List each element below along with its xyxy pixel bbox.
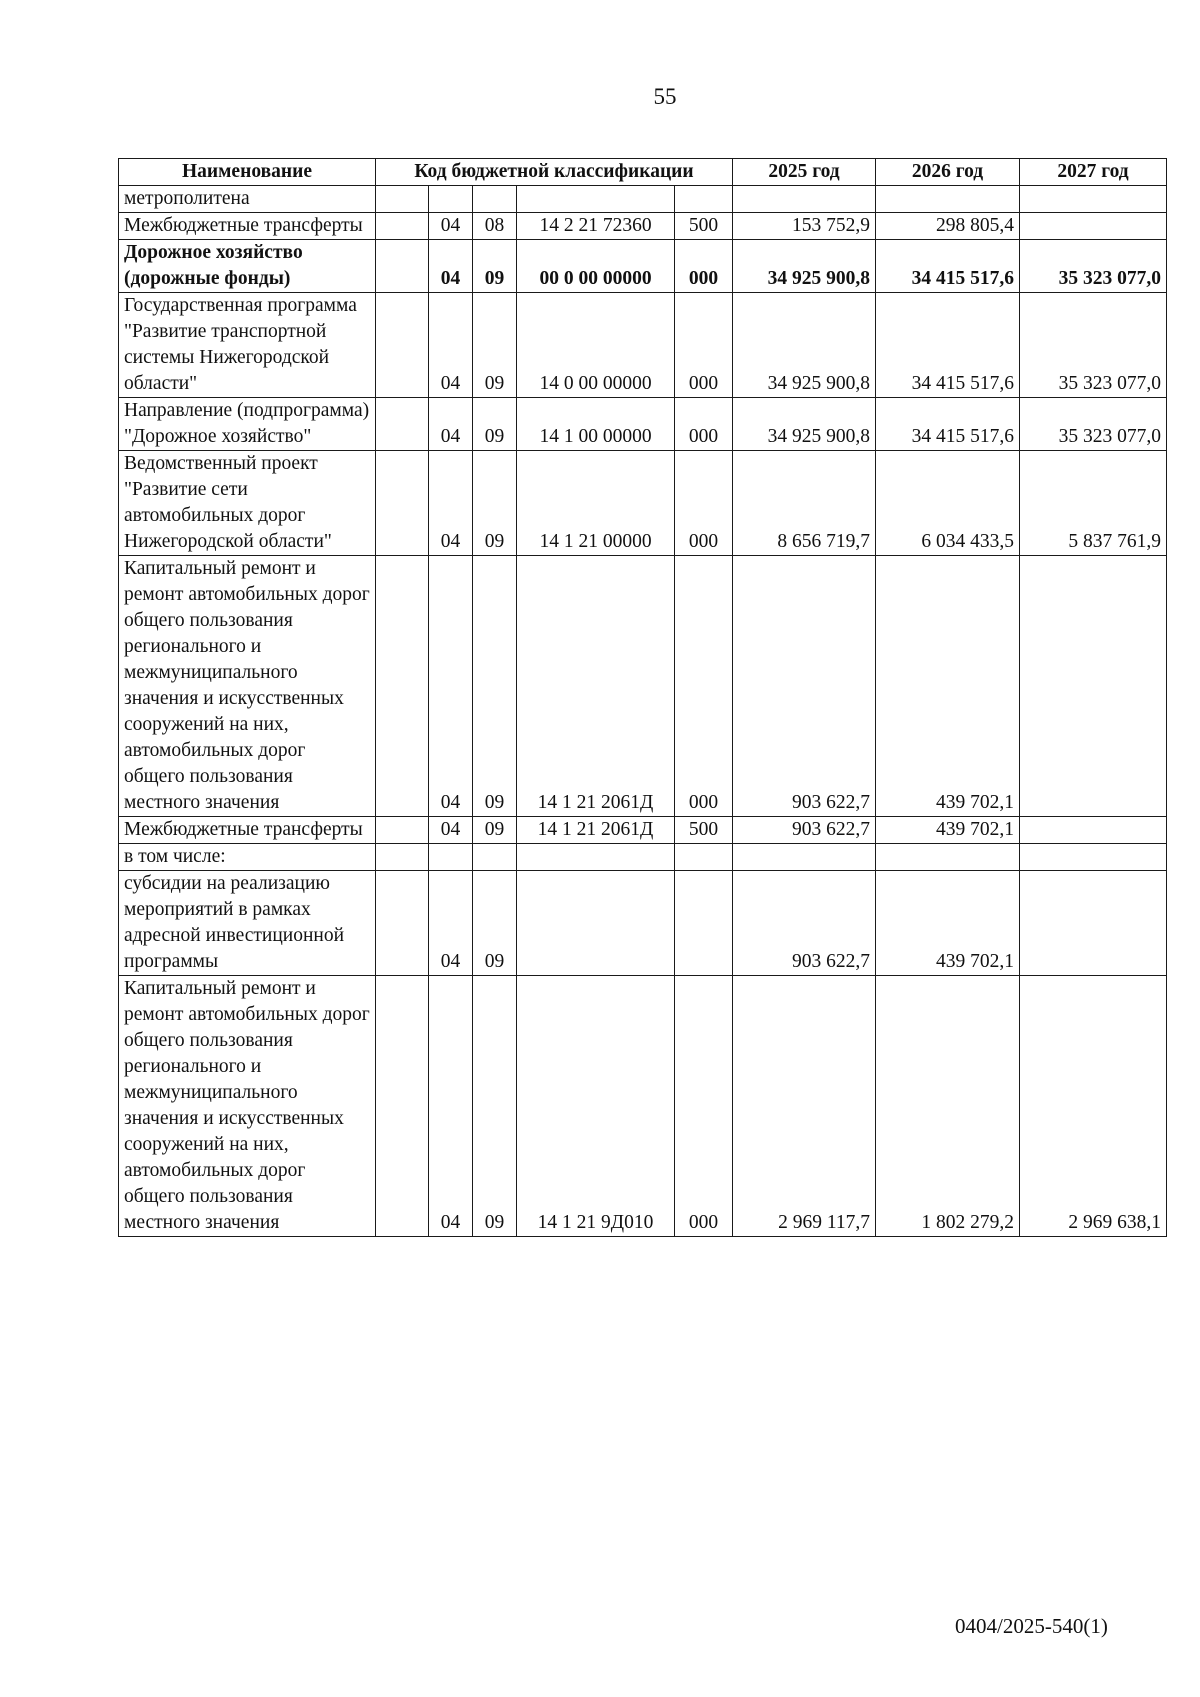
cell-2027 xyxy=(1020,844,1167,871)
cell-expense-type xyxy=(675,871,733,976)
table-row xyxy=(119,451,1167,556)
cell-section: 04 xyxy=(429,556,473,817)
cell-section: 04 xyxy=(429,213,473,240)
table-row xyxy=(119,871,1167,976)
cell-code-blank xyxy=(376,817,429,844)
cell-target-article: 00 0 00 00000 xyxy=(517,240,675,293)
cell-2025: 34 925 900,8 xyxy=(733,398,876,451)
table-row xyxy=(119,976,1167,1237)
header-code: Код бюджетной классификации xyxy=(376,159,733,186)
cell-2025 xyxy=(733,186,876,213)
cell-2027: 5 837 761,9 xyxy=(1020,451,1167,556)
cell-target-article: 14 0 00 00000 xyxy=(517,293,675,398)
cell-expense-type: 000 xyxy=(675,451,733,556)
cell-section: 04 xyxy=(429,240,473,293)
header-2027: 2027 год xyxy=(1020,159,1167,186)
cell-2027: 35 323 077,0 xyxy=(1020,398,1167,451)
table-row xyxy=(119,186,1167,213)
cell-subsection: 09 xyxy=(473,240,517,293)
cell-name: Ведомственный проект "Развитие сети автомобильных дорог Нижегородской области" xyxy=(119,451,376,556)
cell-code-blank xyxy=(376,186,429,213)
cell-2027 xyxy=(1020,817,1167,844)
cell-2025: 34 925 900,8 xyxy=(733,240,876,293)
cell-2025: 903 622,7 xyxy=(733,817,876,844)
cell-expense-type xyxy=(675,844,733,871)
cell-2027 xyxy=(1020,186,1167,213)
table-body xyxy=(119,186,1167,1237)
cell-subsection: 09 xyxy=(473,976,517,1237)
cell-section: 04 xyxy=(429,398,473,451)
cell-2025: 8 656 719,7 xyxy=(733,451,876,556)
cell-2026: 34 415 517,6 xyxy=(876,398,1020,451)
cell-2026: 6 034 433,5 xyxy=(876,451,1020,556)
cell-expense-type: 000 xyxy=(675,293,733,398)
cell-name: метрополитена xyxy=(119,186,376,213)
cell-subsection: 09 xyxy=(473,293,517,398)
cell-2027: 35 323 077,0 xyxy=(1020,240,1167,293)
document-code: 0404/2025-540(1) xyxy=(955,1614,1108,1638)
cell-subsection: 09 xyxy=(473,398,517,451)
table-row xyxy=(119,213,1167,240)
header-name: Наименование xyxy=(119,159,376,186)
cell-target-article xyxy=(517,844,675,871)
budget-table xyxy=(118,158,1167,1237)
cell-section: 04 xyxy=(429,976,473,1237)
cell-code-blank xyxy=(376,556,429,817)
cell-code-blank xyxy=(376,293,429,398)
cell-2026: 34 415 517,6 xyxy=(876,293,1020,398)
cell-name: Межбюджетные трансферты xyxy=(119,213,376,240)
cell-2025: 2 969 117,7 xyxy=(733,976,876,1237)
cell-2027: 2 969 638,1 xyxy=(1020,976,1167,1237)
table-row xyxy=(119,817,1167,844)
cell-subsection xyxy=(473,186,517,213)
cell-name: Межбюджетные трансферты xyxy=(119,817,376,844)
cell-target-article: 14 1 21 2061Д xyxy=(517,817,675,844)
cell-code-blank xyxy=(376,398,429,451)
cell-target-article: 14 1 21 9Д010 xyxy=(517,976,675,1237)
cell-section: 04 xyxy=(429,871,473,976)
cell-subsection: 09 xyxy=(473,451,517,556)
cell-target-article: 14 1 21 00000 xyxy=(517,451,675,556)
cell-target-article: 14 2 21 72360 xyxy=(517,213,675,240)
header-2026: 2026 год xyxy=(876,159,1020,186)
cell-subsection: 08 xyxy=(473,213,517,240)
cell-name: в том числе: xyxy=(119,844,376,871)
cell-code-blank xyxy=(376,213,429,240)
cell-2026 xyxy=(876,186,1020,213)
cell-2026: 439 702,1 xyxy=(876,817,1020,844)
cell-code-blank xyxy=(376,871,429,976)
cell-name: Государственная программа "Развитие транспортной системы Нижегородской области" xyxy=(119,293,376,398)
cell-expense-type xyxy=(675,186,733,213)
cell-2027 xyxy=(1020,556,1167,817)
cell-subsection: 09 xyxy=(473,556,517,817)
cell-expense-type: 000 xyxy=(675,240,733,293)
cell-2025: 34 925 900,8 xyxy=(733,293,876,398)
cell-code-blank xyxy=(376,240,429,293)
cell-target-article xyxy=(517,186,675,213)
cell-subsection xyxy=(473,844,517,871)
cell-name: Капитальный ремонт и ремонт автомобильных дорог общего пользования регионального и межмуниципального значения и искусственных сооружений на них, автомобильных дорог общего пользования местного значения xyxy=(119,556,376,817)
cell-expense-type: 500 xyxy=(675,213,733,240)
cell-section: 04 xyxy=(429,451,473,556)
table-row xyxy=(119,293,1167,398)
cell-expense-type: 500 xyxy=(675,817,733,844)
cell-2027 xyxy=(1020,213,1167,240)
cell-2027 xyxy=(1020,871,1167,976)
cell-section xyxy=(429,186,473,213)
cell-expense-type: 000 xyxy=(675,976,733,1237)
table-row xyxy=(119,398,1167,451)
cell-2025: 153 752,9 xyxy=(733,213,876,240)
header-row xyxy=(119,159,1167,186)
cell-2026: 298 805,4 xyxy=(876,213,1020,240)
cell-2026: 439 702,1 xyxy=(876,871,1020,976)
cell-section: 04 xyxy=(429,293,473,398)
cell-name: Дорожное хозяйство (дорожные фонды) xyxy=(119,240,376,293)
cell-2025: 903 622,7 xyxy=(733,556,876,817)
cell-name: Направление (подпрограмма) "Дорожное хозяйство" xyxy=(119,398,376,451)
page-number: 55 xyxy=(653,84,677,109)
cell-expense-type: 000 xyxy=(675,398,733,451)
cell-target-article xyxy=(517,871,675,976)
cell-subsection: 09 xyxy=(473,817,517,844)
cell-subsection: 09 xyxy=(473,871,517,976)
cell-section: 04 xyxy=(429,817,473,844)
cell-2025: 903 622,7 xyxy=(733,871,876,976)
header-2025: 2025 год xyxy=(733,159,876,186)
table-row xyxy=(119,556,1167,817)
cell-2027: 35 323 077,0 xyxy=(1020,293,1167,398)
table-row xyxy=(119,844,1167,871)
cell-2025 xyxy=(733,844,876,871)
cell-target-article: 14 1 21 2061Д xyxy=(517,556,675,817)
cell-name: Капитальный ремонт и ремонт автомобильных дорог общего пользования регионального и межмуниципального значения и искусственных сооружений на них, автомобильных дорог общего пользования местного значения xyxy=(119,976,376,1237)
table-row xyxy=(119,240,1167,293)
cell-name: субсидии на реализацию мероприятий в рамках адресной инвестиционной программы xyxy=(119,871,376,976)
cell-target-article: 14 1 00 00000 xyxy=(517,398,675,451)
cell-expense-type: 000 xyxy=(675,556,733,817)
cell-2026: 439 702,1 xyxy=(876,556,1020,817)
cell-2026 xyxy=(876,844,1020,871)
cell-2026: 1 802 279,2 xyxy=(876,976,1020,1237)
cell-code-blank xyxy=(376,976,429,1237)
cell-section xyxy=(429,844,473,871)
cell-2026: 34 415 517,6 xyxy=(876,240,1020,293)
cell-code-blank xyxy=(376,451,429,556)
cell-code-blank xyxy=(376,844,429,871)
